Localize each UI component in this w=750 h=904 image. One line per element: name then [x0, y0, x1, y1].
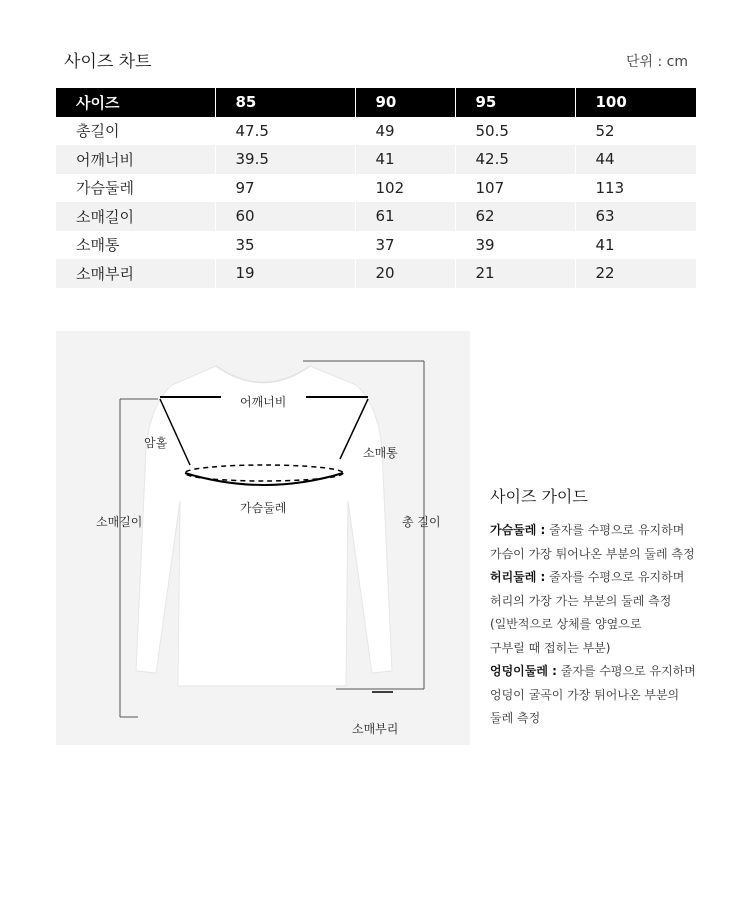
table-row [56, 202, 696, 231]
label-chest: 가슴둘레 [240, 501, 287, 515]
label-total-length: 총 길이 [402, 515, 441, 529]
unit-label: 단위 : cm [625, 54, 688, 70]
guide-desc: 줄자를 수평으로 유지하며 [545, 570, 685, 584]
guide-desc: 줄자를 수평으로 유지하며 [545, 523, 685, 537]
guide-term: 가슴둘레 : [490, 523, 546, 537]
table-cell: 19 [215, 259, 355, 288]
guide-desc: 둘레 측정 [490, 711, 541, 725]
guide-desc: 구부릴 때 접히는 부분) [490, 640, 611, 655]
table-cell: 총길이 [76, 122, 120, 141]
table-cell: 102 [355, 174, 455, 203]
measurement-diagram [56, 331, 470, 745]
table-cell: 47.5 [215, 117, 355, 146]
label-armhole: 암홀 [144, 436, 168, 450]
table-row [56, 117, 696, 146]
table-row [56, 145, 696, 174]
column-header: 90 [355, 88, 455, 117]
label-sleeve-length: 소매길이 [96, 515, 143, 529]
table-cell: 60 [215, 202, 355, 231]
table-cell: 107 [455, 174, 575, 203]
guide-desc: 엉덩이 굴곡이 가장 튀어나온 부분의 [490, 687, 680, 702]
size-table [56, 88, 696, 288]
table-cell: 41 [575, 231, 696, 260]
chart-title: 사이즈 차트 [64, 52, 152, 72]
table-row [56, 259, 696, 288]
guide-desc: 줄자를 수평으로 유지하며 [556, 664, 696, 678]
guide-term: 엉덩이둘레 : [490, 664, 557, 678]
table-cell: 44 [575, 145, 696, 174]
table-cell: 63 [575, 202, 696, 231]
table-cell: 소매부리 [56, 259, 215, 288]
table-cell: 49 [355, 117, 455, 146]
table-cell: 22 [575, 259, 696, 288]
size-guide-title: 사이즈 가이드 [490, 487, 588, 506]
table-cell: 50.5 [455, 117, 575, 146]
guide-desc: 허리의 가장 가는 부분의 둘레 측정 [490, 593, 672, 608]
table-row [56, 174, 696, 203]
column-header: 100 [575, 88, 696, 117]
guide-item-hip [490, 660, 730, 731]
guide-item-chest [490, 519, 730, 566]
table-cell: 62 [455, 202, 575, 231]
table-cell: 소매통 [76, 236, 120, 255]
table-header-row [56, 88, 696, 117]
table-cell: 37 [355, 231, 455, 260]
guide-item-waist [490, 566, 730, 660]
table-cell: 어깨너비 [56, 145, 215, 174]
table-cell: 소매길이 [56, 202, 215, 231]
table-cell: 39 [455, 231, 575, 260]
guide-desc: (일반적으로 상체를 양옆으로 [490, 617, 642, 631]
table-cell: 42.5 [455, 145, 575, 174]
column-header: 95 [455, 88, 575, 117]
table-row [56, 231, 696, 260]
table-cell: 41 [355, 145, 455, 174]
size-guide [490, 484, 730, 731]
table-cell: 가슴둘레 [76, 179, 134, 198]
table-cell: 113 [575, 174, 696, 203]
table-cell: 52 [575, 117, 696, 146]
table-cell: 35 [215, 231, 355, 260]
table-cell: 21 [455, 259, 575, 288]
table-cell: 61 [355, 202, 455, 231]
column-header: 85 [215, 88, 355, 117]
table-cell: 39.5 [215, 145, 355, 174]
label-cuff: 소매부리 [352, 722, 399, 736]
guide-desc: 가슴이 가장 튀어나온 부분의 둘레 측정 [490, 546, 695, 561]
table-cell: 20 [355, 259, 455, 288]
column-header: 사이즈 [56, 88, 215, 117]
guide-term: 허리둘레 : [490, 570, 546, 584]
label-sleeve-width: 소매통 [363, 446, 398, 460]
label-shoulder-width: 어깨너비 [240, 395, 287, 409]
table-cell: 97 [215, 174, 355, 203]
tshirt-shape [136, 366, 392, 686]
